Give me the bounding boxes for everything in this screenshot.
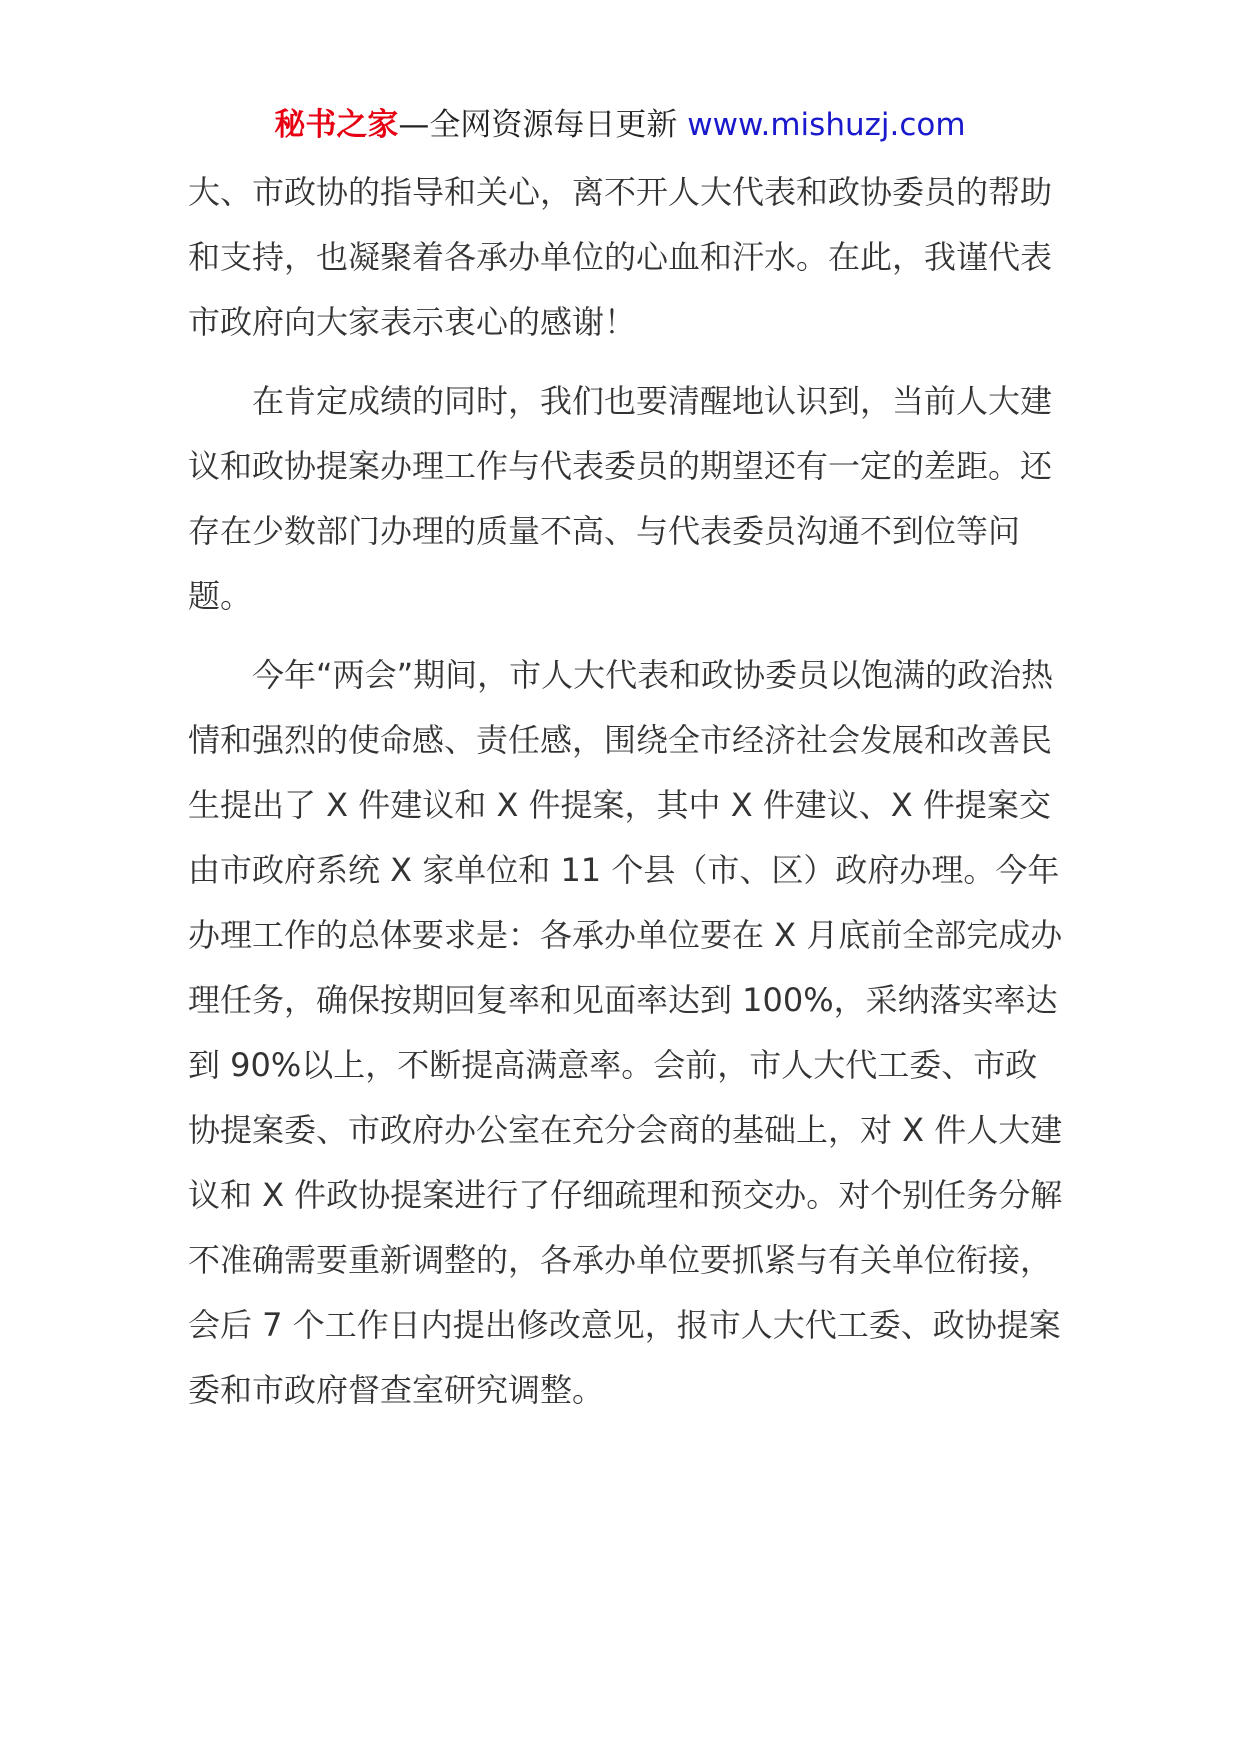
site-url-link[interactable]: www.mishuzj.com	[687, 107, 966, 143]
paragraph-requirements: 今年“两会”期间，市人大代表和政协委员以饱满的政治热情和强烈的使命感、责任感，围绕全市经济社会发展和改善民生提出了 X 件建议和 X 件提案，其中 X 件建议、X 件提案交由市政府系统 X 家单位和 11 个县（市、区）政府办理。今年办理工作的总体要求是：各承办单位要在 X 月底前全部完成办理任务，确保按期回复率和见面率达到 100%，采纳落实率达到 90%以上，不断提高满意率。会前，市人大代工委、市政协提案委、市政府办公室在充分会商的基础上，对 X 件人大建议和 X 件政协提案进行了仔细疏理和预交办。对个别任务分解不准确需要重新调整的，各承办单位要抓紧与有关单位衔接，会后 7 个工作日内提出修改意见，报市人大代工委、政协提案委和市政府督查室研究调整。	[188, 656, 1063, 1409]
page-header	[0, 100, 1240, 150]
paragraph-continuation: 大、市政协的指导和关心，离不开人大代表和政协委员的帮助和支持，也凝聚着各承办单位的心血和汗水。在此，我谨代表市政府向大家表示衷心的感谢！	[188, 173, 1053, 341]
paragraph-shortcomings: 在肯定成绩的同时，我们也要清醒地认识到，当前人大建议和政协提案办理工作与代表委员的期望还有一定的差距。还存在少数部门办理的质量不高、与代表委员沟通不到位等问题。	[188, 382, 1053, 615]
brand-name: 秘书之家	[274, 107, 399, 143]
header-tagline: —全网资源每日更新	[398, 107, 678, 143]
document-body	[188, 160, 1068, 1423]
